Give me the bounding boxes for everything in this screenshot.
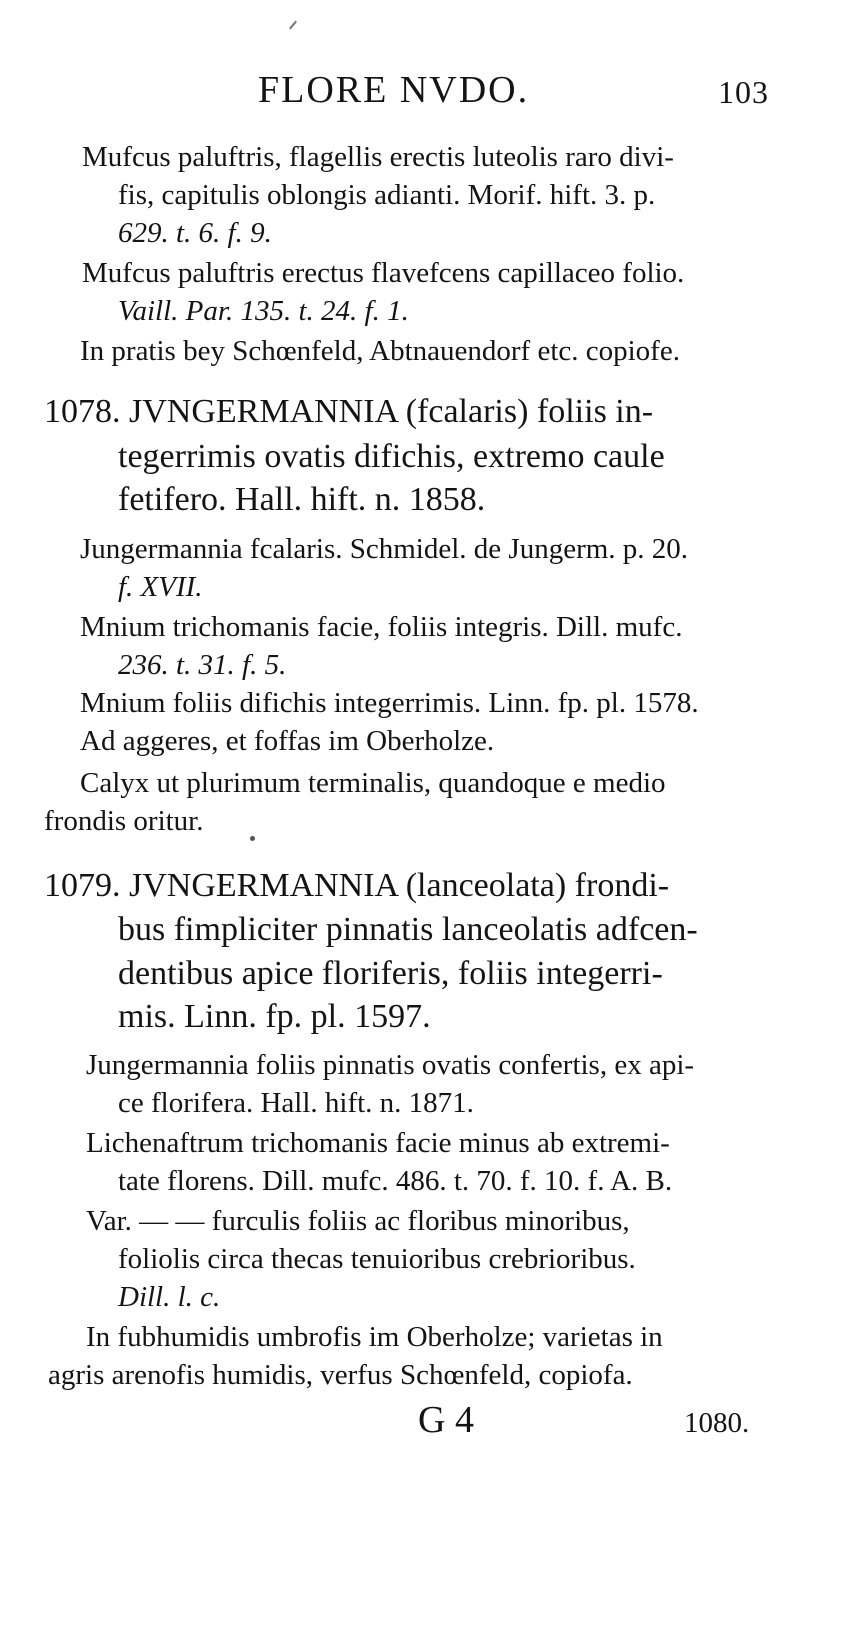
signature-mark: G 4: [418, 1399, 474, 1441]
text-line: In pratis bey Schœnfeld, Abtnauendorf etc. copiofe.: [80, 335, 680, 367]
speck: [250, 836, 255, 841]
text-line: f. XVII.: [118, 571, 203, 603]
text-line: agris arenofis humidis, verfus Schœnfeld, copiofa.: [48, 1359, 633, 1391]
running-title: FLORE NVDO.: [258, 69, 530, 111]
text-line: bus fimpliciter pinnatis lanceolatis adfcen-: [118, 911, 698, 948]
text-line: 629. t. 6. f. 9.: [118, 217, 272, 249]
text-line: Mnium foliis difichis integerrimis. Linn. fp. pl. 1578.: [80, 687, 699, 719]
text-line: dentibus apice floriferis, foliis integerri-: [118, 955, 663, 992]
margin-mark: [289, 21, 297, 30]
text-line: fetifero. Hall. hift. n. 1858.: [118, 481, 486, 518]
entry-heading-1079: 1079. JVNGERMANNIA (lanceolata) frondi-: [44, 867, 670, 904]
page-number: 103: [718, 74, 769, 110]
text-line: ce florifera. Hall. hift. n. 1871.: [118, 1087, 474, 1119]
text-line: Lichenaftrum trichomanis facie minus ab extremi-: [86, 1127, 670, 1159]
entry-heading-1078: 1078. JVNGERMANNIA (fcalaris) foliis in-: [44, 393, 654, 430]
text-line: Ad aggeres, et foffas im Oberholze.: [80, 725, 495, 757]
text-line: tegerrimis ovatis difichis, extremo caule: [118, 438, 665, 475]
text-line: frondis oritur.: [44, 805, 204, 837]
text-line: tate florens. Dill. mufc. 486. t. 70. f. 10. f. A. B.: [118, 1165, 673, 1197]
text-line: In fubhumidis umbrofis im Oberholze; varietas in: [86, 1321, 663, 1353]
text-line: 236. t. 31. f. 5.: [118, 649, 287, 681]
text-line: Vaill. Par. 135. t. 24. f. 1.: [118, 295, 409, 327]
text-line: Mnium trichomanis facie, foliis integris. Dill. mufc.: [80, 611, 683, 643]
text-line: mis. Linn. fp. pl. 1597.: [118, 998, 431, 1035]
text-line: Var. — — furculis foliis ac floribus minoribus,: [86, 1205, 630, 1237]
text-line: Mufcus paluftris, flagellis erectis luteolis raro divi-: [82, 141, 674, 173]
text-line: Calyx ut plurimum terminalis, quandoque e medio: [80, 767, 666, 799]
text-line: Dill. l. c.: [118, 1281, 221, 1313]
text-line: foliolis circa thecas tenuioribus crebrioribus.: [118, 1243, 636, 1275]
catchword: 1080.: [684, 1407, 750, 1439]
text-line: fis, capitulis oblongis adianti. Morif. hift. 3. p.: [118, 179, 656, 211]
text-line: Jungermannia fcalaris. Schmidel. de Jungerm. p. 20.: [80, 533, 689, 565]
text-line: Mufcus paluftris erectus flavefcens capillaceo folio.: [82, 257, 685, 289]
text-line: Jungermannia foliis pinnatis ovatis confertis, ex api-: [86, 1049, 695, 1081]
